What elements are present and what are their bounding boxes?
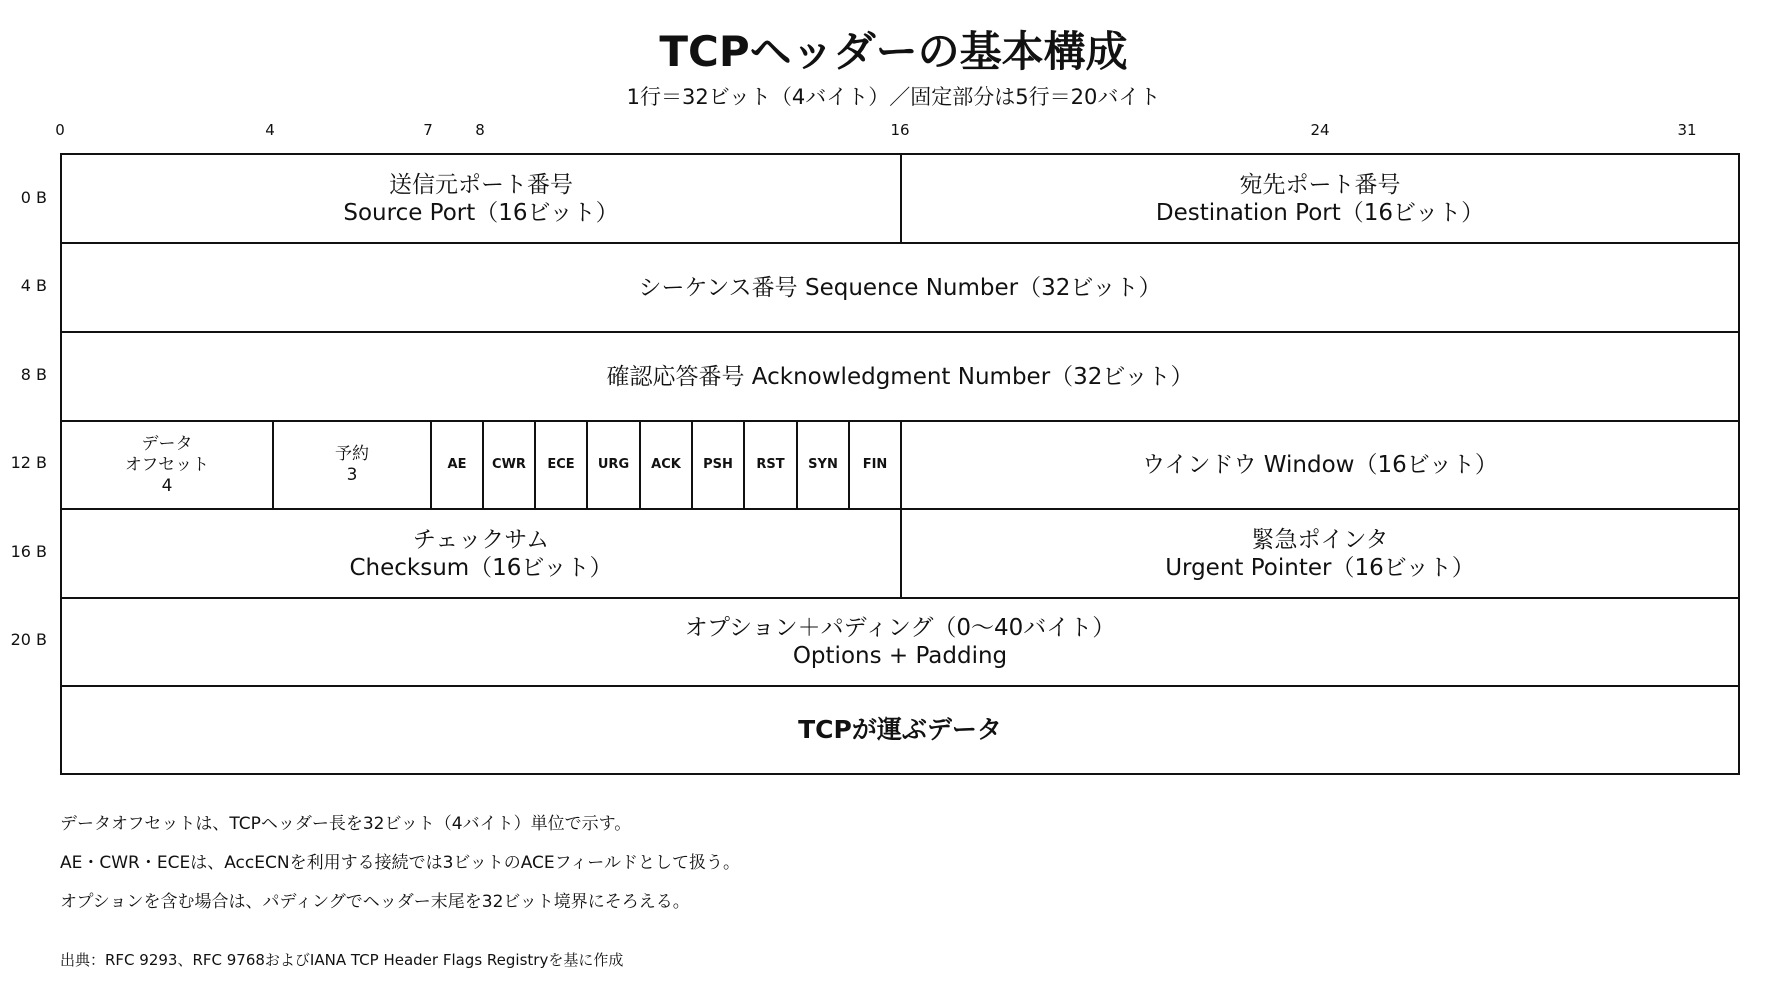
row-label-20b: 20 B: [10, 630, 47, 649]
diagram-title: TCPヘッダーの基本構成: [659, 27, 1128, 76]
field-reserved: [272, 420, 430, 508]
field-ack-number-label: 確認応答番号 Acknowledgment Number（32ビット）: [606, 363, 1194, 390]
field-urgent-pointer-en: Urgent Pointer（16ビット）: [1165, 554, 1475, 581]
bit-tick-0: 0: [55, 121, 65, 139]
field-tcp-data: [62, 685, 1738, 773]
flag-psh: [691, 420, 743, 508]
flag-rst-label: RST: [756, 457, 785, 472]
field-source-port-ja: 送信元ポート番号: [389, 171, 573, 198]
source-note: 出典：RFC 9293、RFC 9768およびIANA TCP Header Flags Registryを基に作成: [60, 951, 624, 969]
flag-ack-label: ACK: [651, 457, 681, 472]
field-urgent-pointer: [900, 508, 1738, 597]
bit-tick-4: 4: [265, 121, 275, 139]
field-data-offset-line1: データ: [141, 433, 193, 454]
field-reserved-bits: 3: [346, 465, 358, 485]
flag-ack: [639, 420, 691, 508]
bit-tick-7: 7: [423, 121, 433, 139]
field-data-offset-line2: オフセット: [124, 454, 210, 475]
bit-tick-16: 16: [890, 121, 910, 139]
tcp-header-diagram: [60, 153, 1740, 775]
flag-syn-label: SYN: [808, 457, 838, 472]
field-options-en: Options + Padding: [792, 643, 1008, 669]
bit-tick-8: 8: [475, 121, 485, 139]
flag-urg-label: URG: [597, 457, 630, 472]
flag-ece-label: ECE: [547, 457, 575, 472]
field-destination-port-en: Destination Port（16ビット）: [1155, 199, 1485, 226]
flag-ae: [430, 420, 482, 508]
field-source-port: [62, 155, 900, 242]
flag-cwr: [482, 420, 534, 508]
note-accecn: AE・CWR・ECEは、AccECNを利用する接続では3ビットのACEフィールドとして扱う。: [60, 853, 740, 873]
field-destination-port-ja: 宛先ポート番号: [1239, 171, 1401, 198]
row-label-0b: 0 B: [20, 188, 47, 207]
field-window: [900, 420, 1738, 508]
field-checksum: [62, 508, 900, 597]
flag-fin-label: FIN: [862, 457, 888, 472]
bit-tick-24: 24: [1310, 121, 1330, 139]
flag-urg: [586, 420, 639, 508]
row-label-4b: 4 B: [20, 276, 47, 295]
field-checksum-ja: チェックサム: [412, 526, 550, 553]
note-padding: オプションを含む場合は、パディングでヘッダー末尾を32ビット境界にそろえる。: [60, 892, 690, 912]
field-source-port-en: Source Port（16ビット）: [343, 199, 619, 226]
flag-syn: [796, 420, 848, 508]
field-data-offset: [62, 420, 272, 508]
note-data-offset: データオフセットは、TCPヘッダー長を32ビット（4バイト）単位で示す。: [60, 814, 632, 834]
field-sequence-number-label: シーケンス番号 Sequence Number（32ビット）: [638, 274, 1162, 301]
flag-ece: [534, 420, 586, 508]
field-checksum-en: Checksum（16ビット）: [349, 554, 613, 581]
field-options-padding: [62, 597, 1738, 685]
flag-cwr-label: CWR: [492, 457, 526, 472]
field-window-label: ウインドウ Window（16ビット）: [1142, 452, 1498, 478]
flag-ae-label: AE: [447, 457, 467, 472]
flag-psh-label: PSH: [703, 457, 733, 472]
field-options-ja: オプション＋パディング（0〜40バイト）: [684, 615, 1116, 641]
bit-tick-31: 31: [1677, 121, 1697, 139]
field-tcp-data-label: TCPが運ぶデータ: [798, 715, 1002, 744]
field-urgent-pointer-ja: 緊急ポインタ: [1251, 526, 1389, 553]
diagram-subtitle: 1行＝32ビット（4バイト）／固定部分は5行＝20バイト: [626, 85, 1161, 109]
row-label-8b: 8 B: [20, 365, 47, 384]
row-label-12b: 12 B: [10, 453, 47, 472]
flag-rst: [743, 420, 796, 508]
row-label-16b: 16 B: [10, 542, 47, 561]
field-sequence-number: [62, 242, 1738, 331]
flag-fin: [848, 420, 900, 508]
field-data-offset-bits: 4: [161, 475, 173, 496]
field-ack-number: [62, 331, 1738, 420]
field-destination-port: [900, 155, 1738, 242]
field-reserved-label: 予約: [335, 444, 369, 464]
